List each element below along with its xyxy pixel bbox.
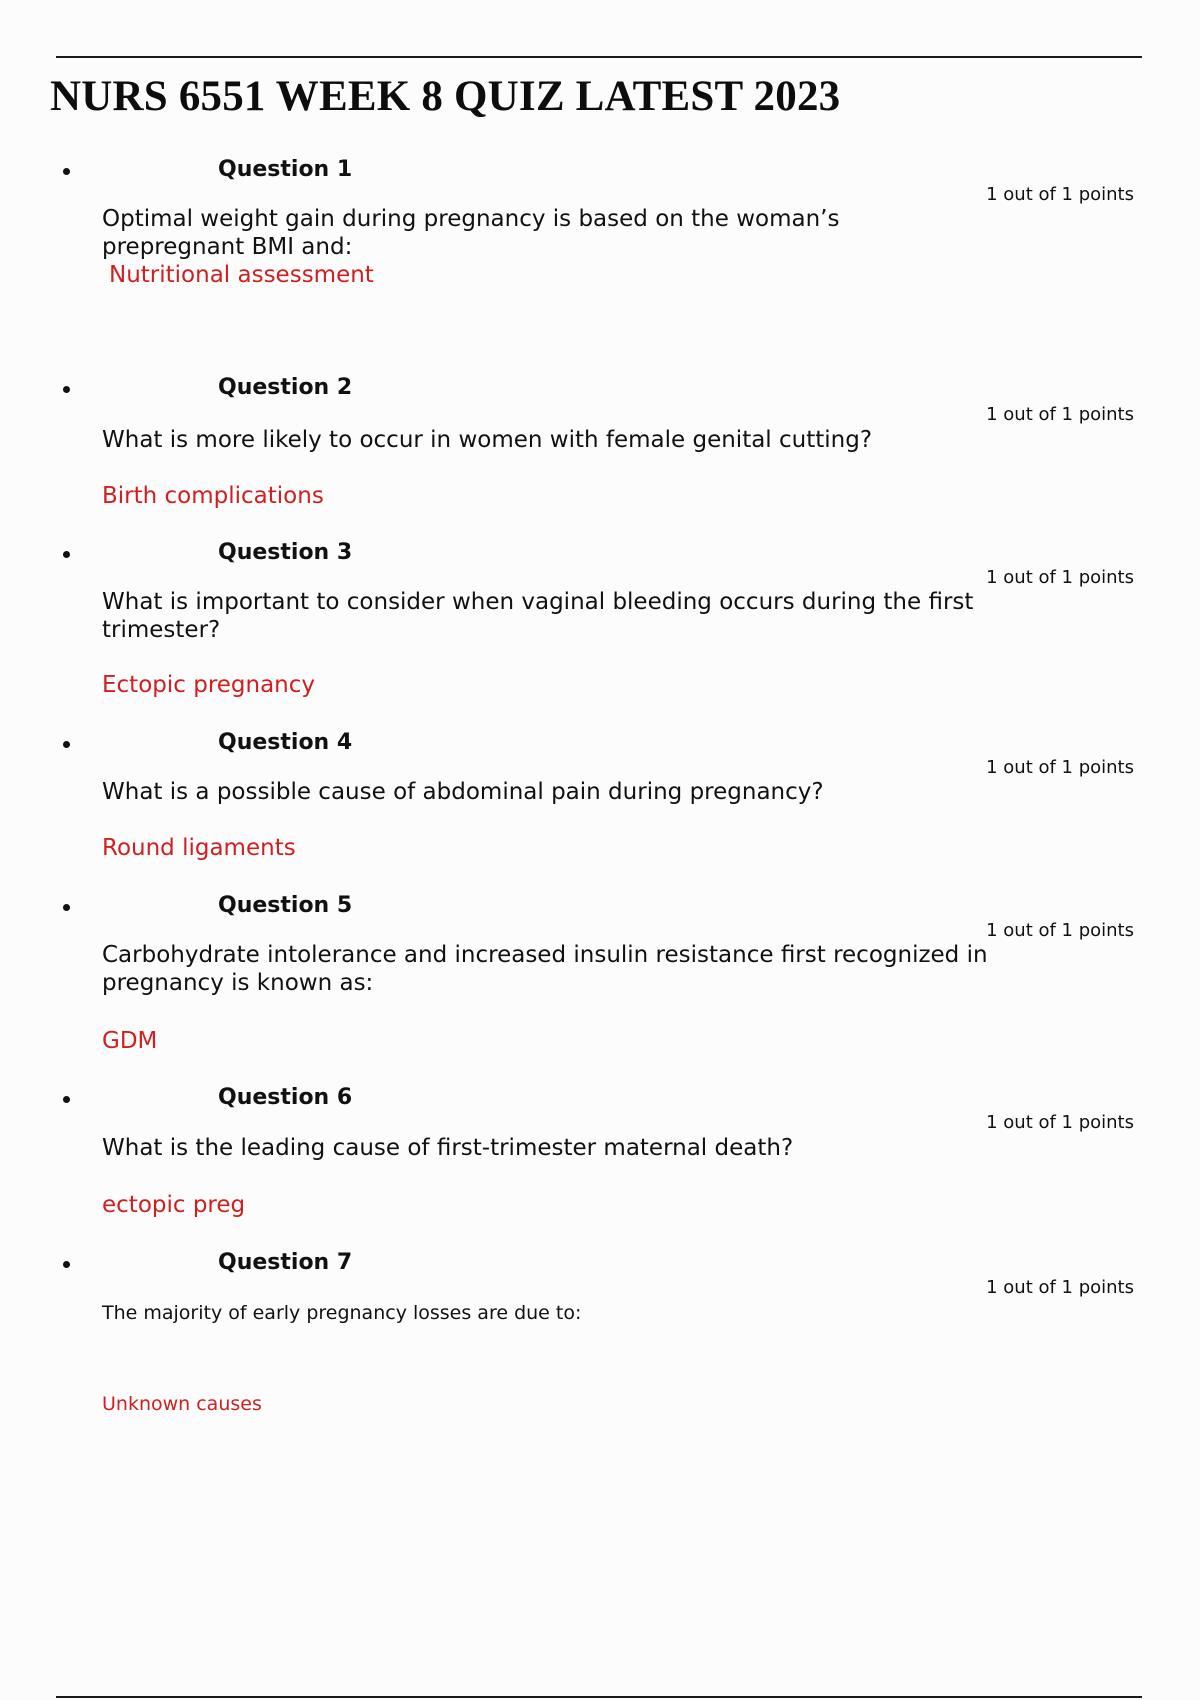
question-text: What is more likely to occur in women with female genital cutting? (102, 427, 873, 453)
question-answer: Ectopic pregnancy (102, 672, 316, 698)
question-points: 1 out of 1 points (986, 1112, 1134, 1133)
document-title: NURS 6551 WEEK 8 QUIZ LATEST 2023 (50, 73, 841, 120)
bullet-icon (63, 904, 70, 911)
question-answer: Nutritional assessment (109, 262, 374, 288)
question-points: 1 out of 1 points (986, 757, 1134, 778)
bullet-icon (63, 741, 70, 748)
question-answer: Birth complications (102, 483, 324, 509)
question-label: Question 1 (218, 157, 353, 182)
bullet-icon (63, 386, 70, 393)
question-answer: GDM (102, 1028, 158, 1054)
question-label: Question 2 (218, 375, 353, 400)
question-label: Question 6 (218, 1085, 353, 1110)
bullet-icon (63, 1261, 70, 1268)
question-label: Question 7 (218, 1250, 353, 1275)
bullet-icon (63, 168, 70, 175)
question-text: Optimal weight gain during pregnancy is based on the woman’s prepregnant BMI and: (102, 206, 840, 260)
question-text: What is important to consider when vaginal bleeding occurs during the first trimester? (102, 589, 974, 643)
question-points: 1 out of 1 points (986, 920, 1134, 941)
question-points: 1 out of 1 points (986, 184, 1134, 205)
question-points: 1 out of 1 points (986, 404, 1134, 425)
question-label: Question 3 (218, 540, 353, 565)
question-points: 1 out of 1 points (986, 1277, 1134, 1298)
question-label: Question 4 (218, 730, 353, 755)
bottom-rule (56, 1696, 1142, 1698)
question-text: What is the leading cause of first-trimester maternal death? (102, 1135, 794, 1161)
question-label: Question 5 (218, 893, 353, 918)
bullet-icon (63, 551, 70, 558)
question-text: Carbohydrate intolerance and increased insulin resistance first recognized in pregnancy is known as: (102, 942, 988, 996)
question-text: What is a possible cause of abdominal pain during pregnancy? (102, 779, 824, 805)
top-rule (56, 56, 1142, 58)
question-answer: Unknown causes (102, 1393, 262, 1415)
question-answer: ectopic preg (102, 1192, 246, 1218)
bullet-icon (63, 1096, 70, 1103)
question-answer: Round ligaments (102, 835, 296, 861)
question-text: The majority of early pregnancy losses are due to: (102, 1302, 582, 1324)
question-points: 1 out of 1 points (986, 567, 1134, 588)
